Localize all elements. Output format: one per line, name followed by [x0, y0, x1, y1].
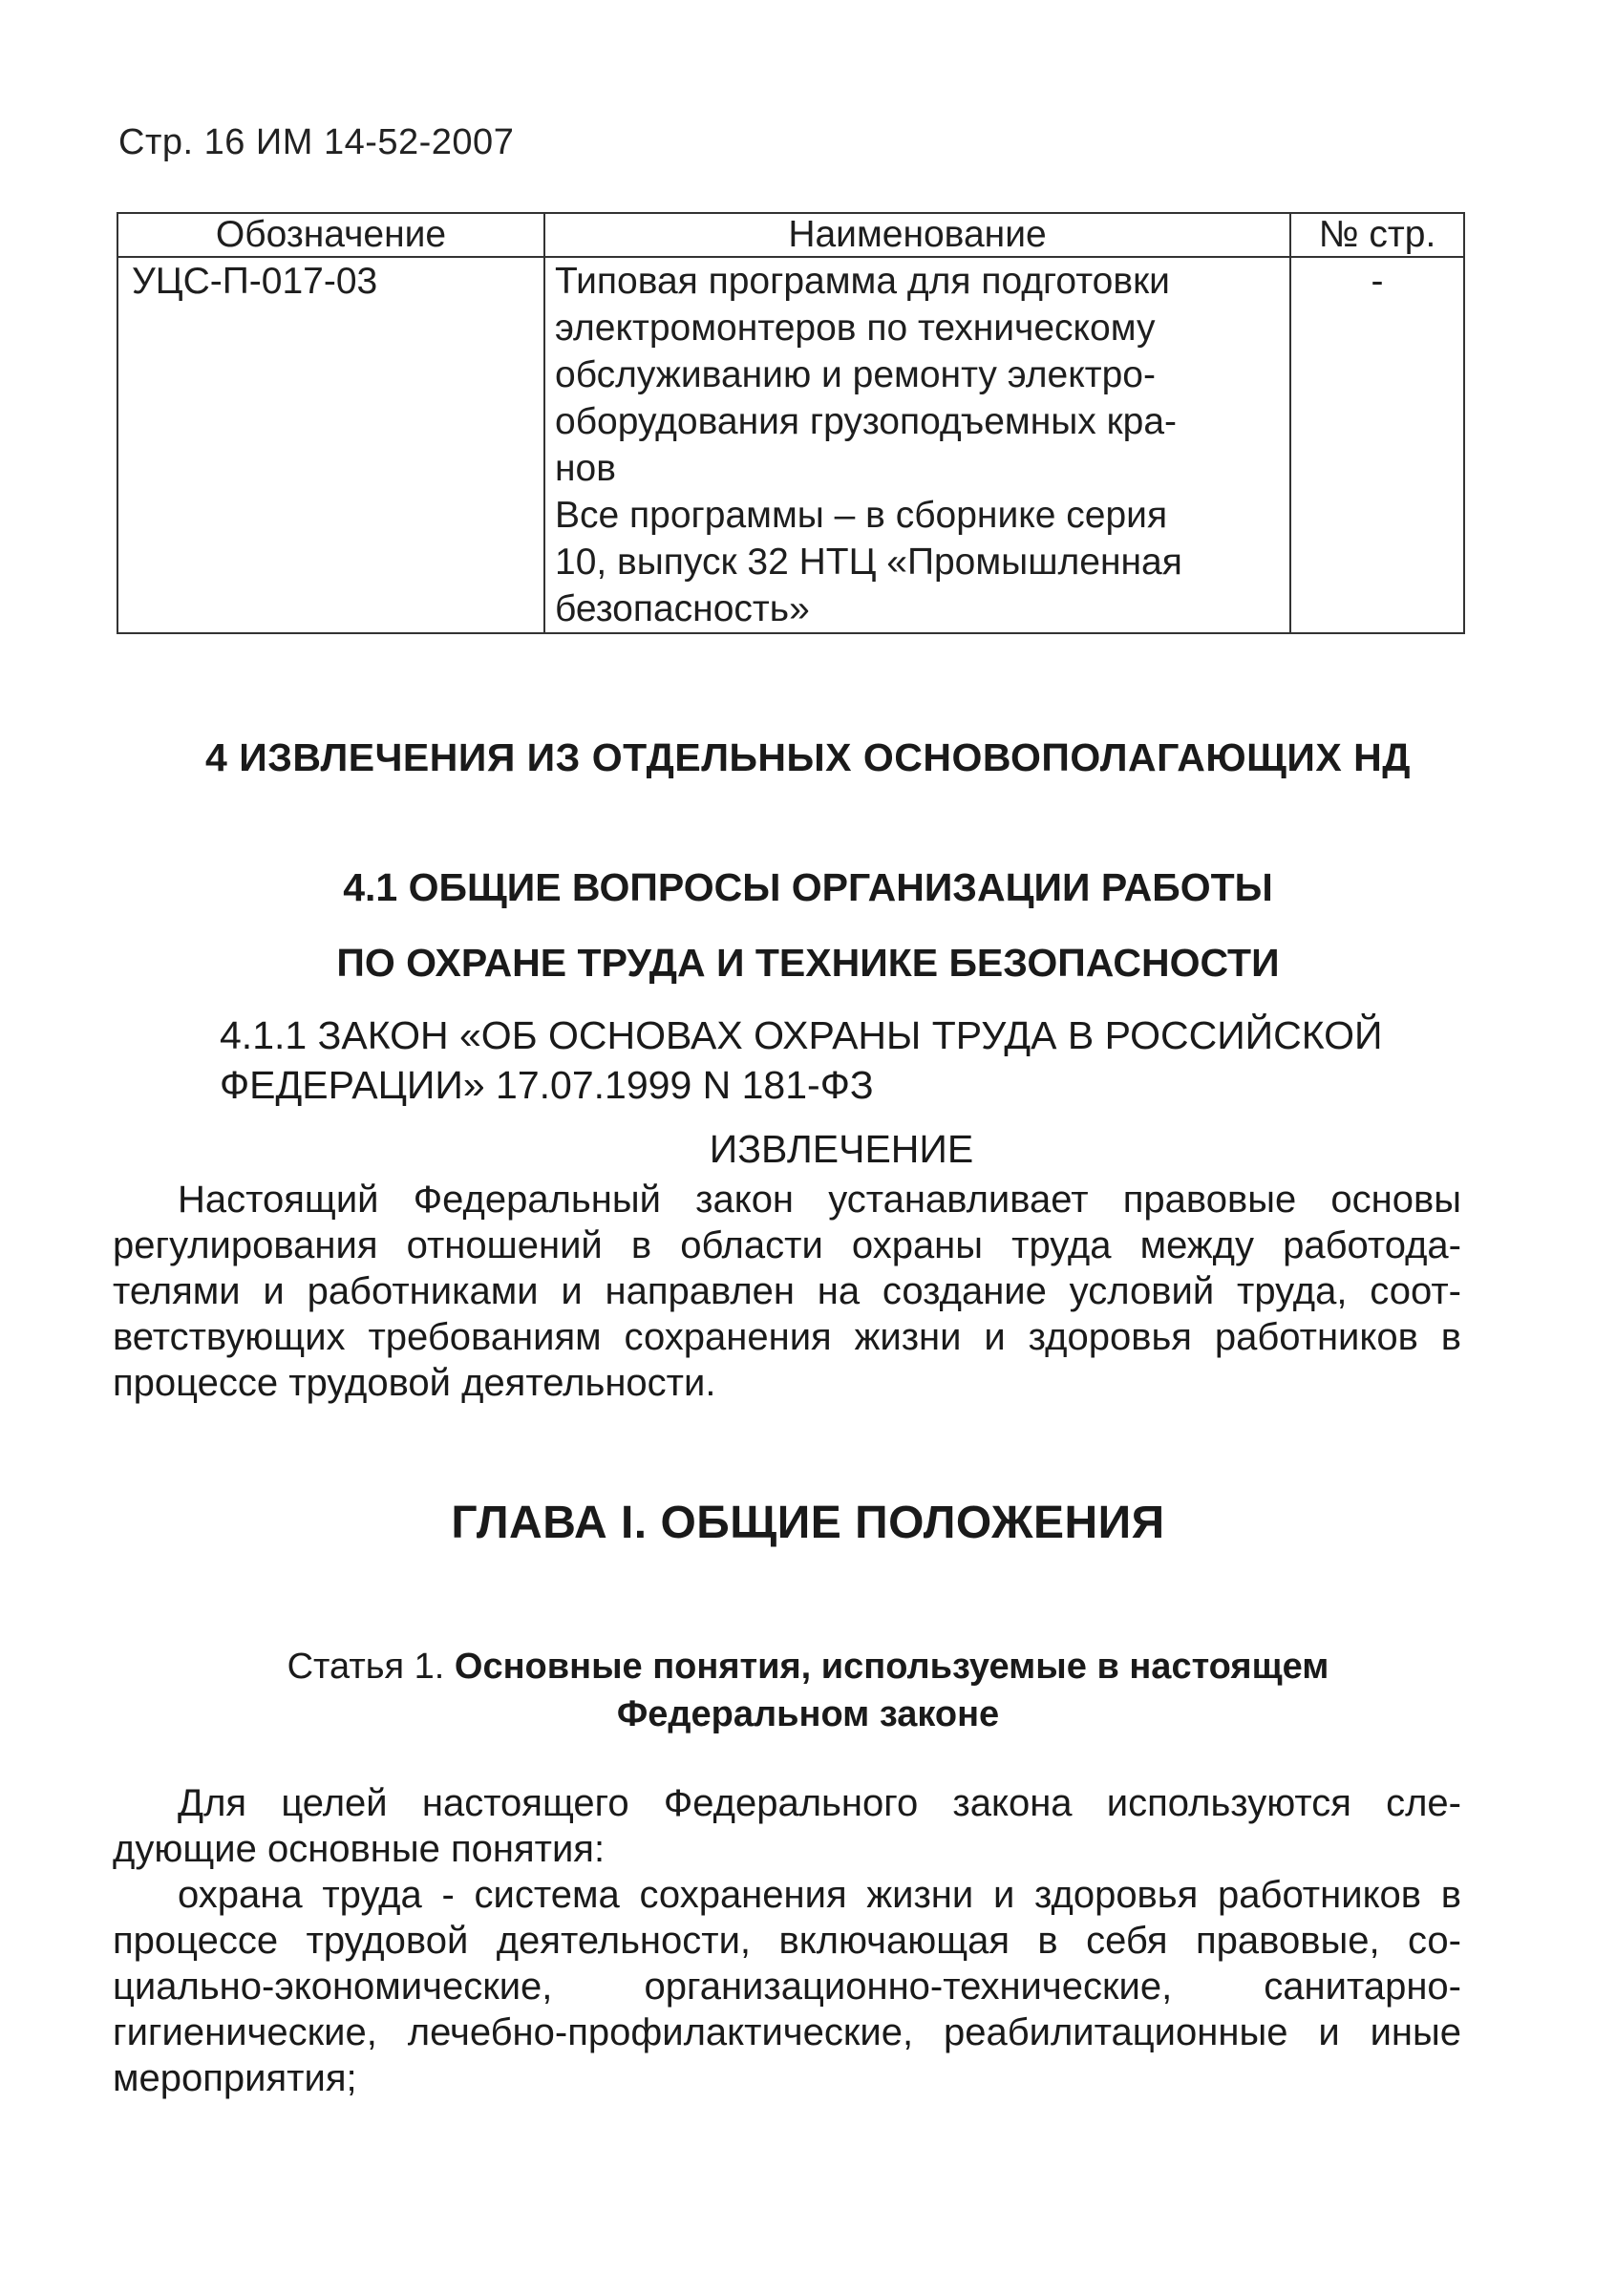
- cell-name-line: Типовая программа для подготовки: [555, 261, 1170, 302]
- reference-table: [117, 212, 1465, 634]
- page-header: Стр. 16 ИМ 14-52-2007: [118, 122, 515, 162]
- cell-name-line: нов: [555, 448, 616, 489]
- column-header-page: № стр.: [1290, 213, 1464, 257]
- definitions-intro-paragraph: [113, 1780, 1461, 1872]
- paragraph-line: регулирования отношений в области охраны труда между работода-: [113, 1224, 1461, 1266]
- article-heading: [0, 1643, 1616, 1738]
- chapter-heading: ГЛАВА I. ОБЩИЕ ПОЛОЖЕНИЯ: [451, 1498, 1165, 1548]
- law-title-line2: ФЕДЕРАЦИИ» 17.07.1999 N 181-ФЗ: [220, 1063, 874, 1107]
- cell-designation: УЦС-П-017-03: [117, 257, 544, 633]
- paragraph-line: процессе трудовой деятельности, включающая в себя правовые, со-: [113, 1920, 1461, 1962]
- paragraph-line: дующие основные понятия:: [113, 1828, 606, 1870]
- cell-name-line: оборудования грузоподъемных кра-: [555, 401, 1178, 442]
- law-title-line1: 4.1.1 ЗАКОН «ОБ ОСНОВАХ ОХРАНЫ ТРУДА В РОССИЙСКОЙ: [220, 1013, 1383, 1057]
- cell-name-line: Все программы – в сборнике серия: [555, 495, 1168, 536]
- paragraph-line: Настоящий Федеральный закон устанавливает правовые основы: [178, 1179, 1461, 1221]
- article-number: Статья 1.: [287, 1647, 445, 1687]
- cell-name-line: электромонтеров по техническому: [555, 308, 1156, 349]
- definition-paragraph: [113, 1872, 1461, 2101]
- extract-label: ИЗВЛЕЧЕНИЕ: [709, 1127, 974, 1171]
- cell-name-line: 10, выпуск 32 НТЦ «Промышленная: [555, 542, 1182, 583]
- law-title: [220, 1010, 1383, 1110]
- article-heading-line1: [0, 1643, 1616, 1690]
- subsection-heading-line1: 4.1 ОБЩИЕ ВОПРОСЫ ОРГАНИЗАЦИИ РАБОТЫ: [343, 865, 1273, 909]
- subsection-heading-line2: ПО ОХРАНЕ ТРУДА И ТЕХНИКЕ БЕЗОПАСНОСТИ: [336, 941, 1280, 985]
- table-row: [117, 257, 1464, 633]
- paragraph-line: процессе трудовой деятельности.: [113, 1362, 716, 1404]
- cell-name-line: безопасность»: [555, 588, 810, 629]
- cell-name-line: обслуживанию и ремонту электро-: [555, 354, 1156, 395]
- paragraph-line: Для целей настоящего Федерального закона используются сле-: [178, 1782, 1461, 1824]
- article-title-part2: Федеральном законе: [616, 1694, 1000, 1734]
- cell-page-number: -: [1290, 257, 1464, 633]
- paragraph-line: ветствующих требованиям сохранения жизни и здоровья работников в: [113, 1316, 1461, 1358]
- paragraph-line: циально-экономические, организационно-технические, санитарно-: [113, 1966, 1461, 2008]
- intro-paragraph: [113, 1177, 1461, 1406]
- paragraph-line: телями и работниками и направлен на создание условий труда, соот-: [113, 1270, 1461, 1312]
- table-header-row: [117, 213, 1464, 257]
- article-title-part1: Основные понятия, используемые в настоящем: [454, 1647, 1329, 1687]
- cell-name: [544, 257, 1290, 633]
- paragraph-line: гигиенические, лечебно-профилактические, реабилитационные и иные: [113, 2011, 1461, 2053]
- section-heading: 4 ИЗВЛЕЧЕНИЯ ИЗ ОТДЕЛЬНЫХ ОСНОВОПОЛАГАЮЩИХ НД: [205, 735, 1411, 779]
- paragraph-line: охрана труда - система сохранения жизни и здоровья работников в: [178, 1874, 1461, 1916]
- column-header-name: Наименование: [544, 213, 1290, 257]
- paragraph-line: мероприятия;: [113, 2057, 357, 2099]
- column-header-designation: Обозначение: [117, 213, 544, 257]
